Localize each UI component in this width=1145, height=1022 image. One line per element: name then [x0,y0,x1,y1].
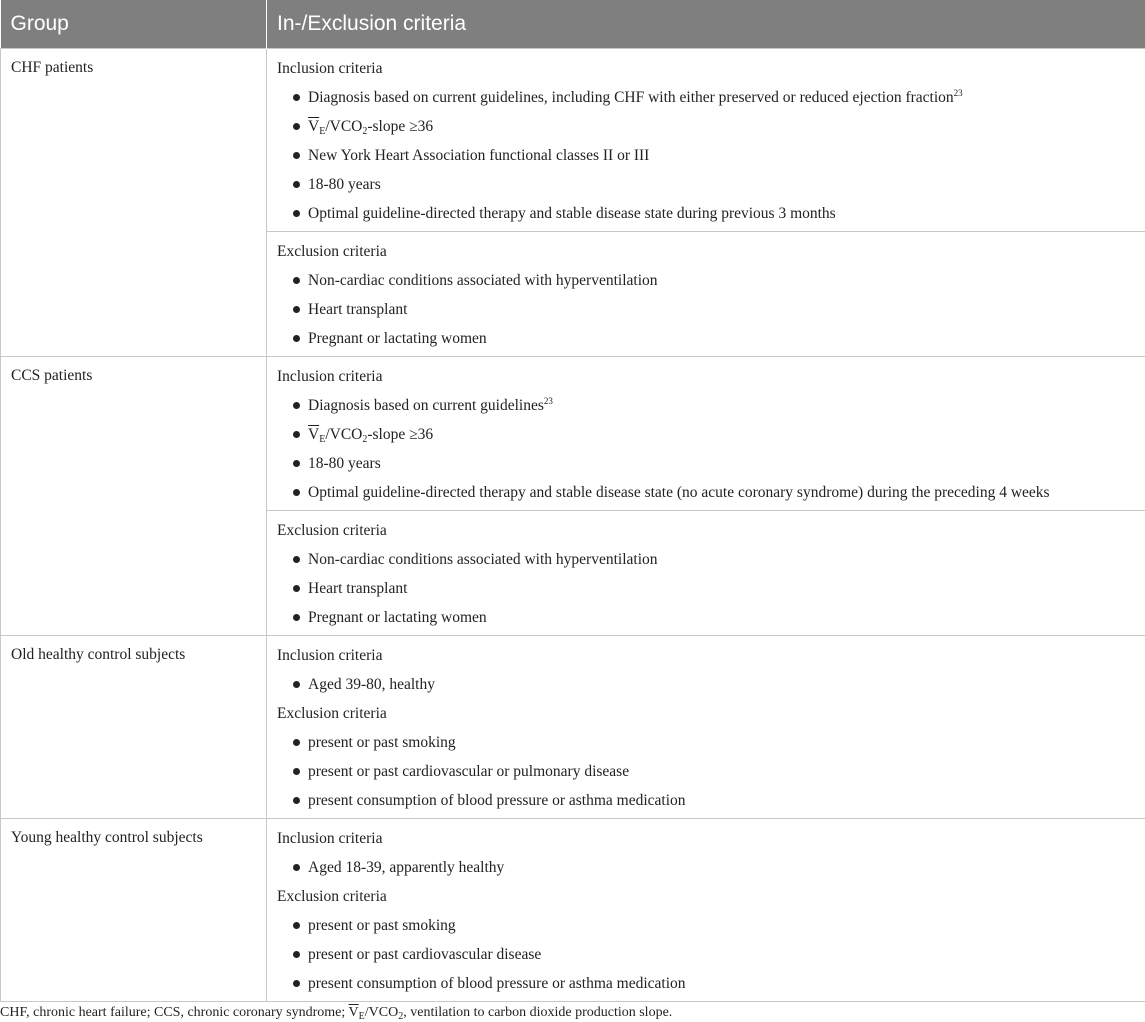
exclusion-heading: Exclusion criteria [277,704,387,722]
criteria-cell [267,356,1145,510]
exclusion-heading: Exclusion criteria [277,242,387,260]
reference-sup: 23 [953,87,963,98]
list-item: 18-80 years [293,175,1135,194]
list-item: present or past smoking [293,916,1135,935]
bullet-icon [293,152,300,159]
bullet-icon [293,797,300,804]
bullet-icon [293,864,300,871]
bullet-icon [293,181,300,188]
list-item: Aged 18-39, apparently healthy [293,858,1135,877]
list-item: present or past cardiovascular disease [293,945,1135,964]
bullet-icon [293,431,300,438]
list-item: Diagnosis based on current guidelines, including CHF with either preserved or reduced ejection fraction$^{23}$ [293,88,1135,107]
list-item: Heart transplant [293,579,1135,598]
list-item: Pregnant or lactating women [293,608,1135,627]
criteria-cell [267,510,1145,635]
bullet-icon [293,739,300,746]
group-cell: CHF patients [1,48,267,356]
group-cell: Young healthy control subjects [1,818,267,1001]
table-row [1,818,1145,1001]
header-group: Group [1,0,267,48]
criteria-cell [267,818,1145,1001]
bullet-icon [293,123,300,130]
inclusion-heading: Inclusion criteria [277,59,383,77]
list-item: Aged 39-80, healthy [293,675,1135,694]
header-criteria: In-/Exclusion criteria [267,0,1145,48]
criteria-cell [267,635,1145,818]
group-cell: Old healthy control subjects [1,635,267,818]
list-item: present consumption of blood pressure or asthma medication [293,974,1135,993]
bullet-icon [293,460,300,467]
list-item: $\overline{V}_E/VCO_2$-slope ≥36 [293,425,1135,444]
list-item: 18-80 years [293,454,1135,473]
list-item: Optimal guideline-directed therapy and stable disease state during previous 3 months [293,204,1135,223]
list-item: present consumption of blood pressure or asthma medication [293,791,1135,810]
bullet-icon [293,402,300,409]
exclusion-heading: Exclusion criteria [277,887,387,905]
list-item: New York Heart Association functional classes II or III [293,146,1135,165]
bullet-icon [293,681,300,688]
bullet-icon [293,335,300,342]
bullet-icon [293,277,300,284]
bullet-icon [293,210,300,217]
bullet-icon [293,306,300,313]
bullet-icon [293,585,300,592]
reference-sup: 23 [543,395,553,406]
table-row [1,356,1145,510]
inclusion-heading: Inclusion criteria [277,367,383,385]
list-item: Pregnant or lactating women [293,329,1135,348]
bullet-icon [293,489,300,496]
list-item: present or past cardiovascular or pulmonary disease [293,762,1135,781]
exclusion-heading: Exclusion criteria [277,521,387,539]
list-item: Diagnosis based on current guidelines$^{23}$ [293,396,1135,415]
bullet-icon [293,980,300,987]
bullet-icon [293,922,300,929]
bullet-icon [293,94,300,101]
criteria-cell [267,231,1145,356]
bullet-icon [293,556,300,563]
list-item: Optimal guideline-directed therapy and stable disease state (no acute coronary syndrome) during the preceding 4 weeks [293,483,1135,502]
criteria-cell [267,48,1145,231]
inclusion-heading: Inclusion criteria [277,829,383,847]
list-item: $\overline{V}_E/VCO_2$-slope ≥36 [293,117,1135,136]
list-item: Non-cardiac conditions associated with hyperventilation [293,271,1135,290]
bullet-icon [293,951,300,958]
table-row [1,48,1145,231]
inclusion-heading: Inclusion criteria [277,646,383,664]
table-footnote: CHF, chronic heart failure; CCS, chronic coronary syndrome; $\overline{V}_E/VCO_2$, ventilation to carbon dioxide production slope. [0,1005,673,1022]
list-item: present or past smoking [293,733,1135,752]
list-item: Heart transplant [293,300,1135,319]
table-row [1,635,1145,818]
bullet-icon [293,614,300,621]
group-cell: CCS patients [1,356,267,635]
list-item: Non-cardiac conditions associated with hyperventilation [293,550,1135,569]
header-row [1,0,1145,48]
bullet-icon [293,768,300,775]
